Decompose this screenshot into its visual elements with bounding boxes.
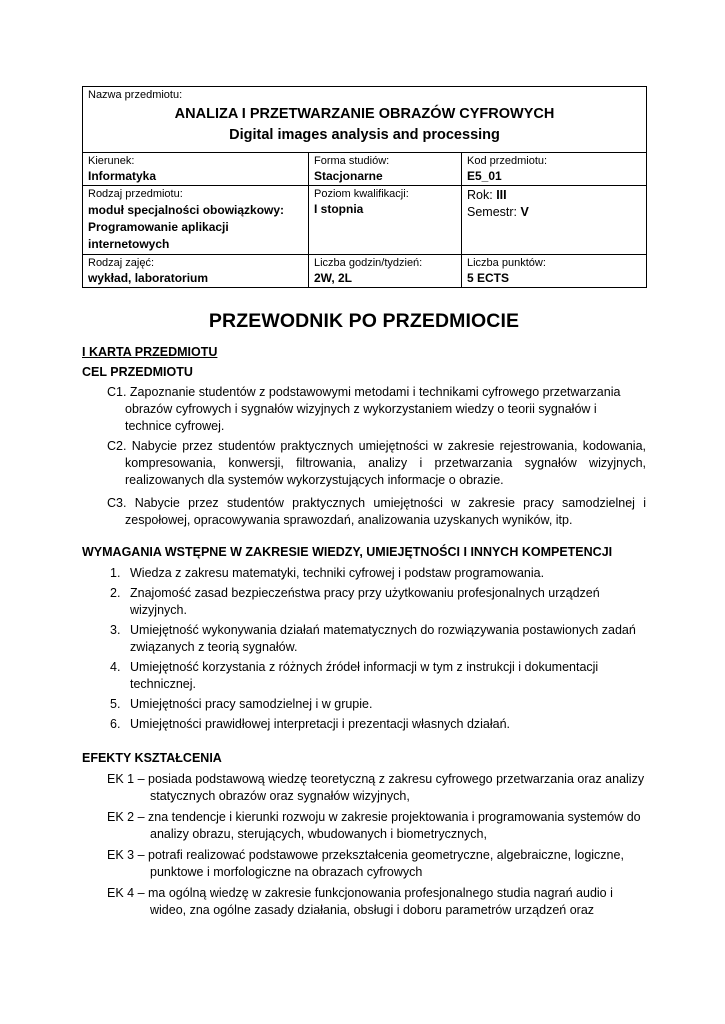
punkty-value: 5 ECTS — [467, 271, 510, 285]
efekt-item: EK 3 – potrafi realizować podstawowe przekształcenia geometryczne, algebraiczne, logiczne, punktowe i morfologiczne na obrazach cyfrowych — [107, 848, 624, 879]
rok-semestr-cell — [462, 186, 647, 255]
efekt-item: EK 1 – posiada podstawową wiedzę teoretyczną z zakresu cyfrowego przetwarzania oraz analizy statycznych obrazów oraz sygnałów wizyjnych, — [107, 772, 645, 803]
list-item-number: 4. — [110, 660, 121, 674]
section-karta-heading: I KARTA PRZEDMIOTU — [82, 345, 218, 359]
cel-item: C1. Zapoznanie studentów z podstawowymi metodami i technikami cyfrowego przetwarzania obrazów cyfrowych i sygnałów wizyjnych z wykorzystaniem wiedzy o teorii sygnałów i technice cyfrowej. — [107, 385, 621, 433]
list-item — [110, 585, 646, 619]
poziom-cell — [309, 186, 462, 255]
kierunek-cell — [83, 153, 309, 186]
wymagania-heading: WYMAGANIA WSTĘPNE W ZAKRESIE WIEDZY, UMIEJĘTNOŚCI I INNYCH KOMPETENCJI — [82, 545, 613, 559]
rok-value: III — [496, 188, 507, 202]
kierunek-value: Informatyka — [88, 169, 157, 183]
efekt-item: EK 4 – ma ogólną wiedzę w zakresie funkcjonowania profesjonalnego studia nagrań audio i wideo, zna ogólne zasady działania, obsługi i doboru parametrów urządzeń oraz — [107, 886, 613, 917]
list-item-number: 2. — [110, 586, 121, 600]
cel-item: C2. Nabycie przez studentów praktycznych umiejętności w zakresie rejestrowania, kodowania, kompresowania, konwersji, filtrowania, analizy i przetwarzania sygnałów wizyjnych, realizowanych dla systemów wykorzystujących informacje o obrazie. — [107, 439, 646, 487]
forma-label: Forma studiów: — [314, 155, 390, 167]
rodzaj-zajec-cell — [83, 255, 309, 288]
godziny-value: 2W, 2L — [314, 271, 353, 285]
kod-cell — [462, 153, 647, 186]
godziny-cell — [309, 255, 462, 288]
punkty-label: Liczba punktów: — [467, 257, 546, 269]
list-item-number: 5. — [110, 697, 121, 711]
efekt-item: EK 2 – zna tendencje i kierunki rozwoju w zakresie projektowania i programowania systemów do analizy obrazu, sterujących, wbudowanych i biometrycznych, — [107, 810, 641, 841]
semestr-label: Semestr: — [467, 205, 518, 219]
document-page — [82, 86, 646, 923]
list-item-number: 6. — [110, 717, 121, 731]
semestr-line — [467, 204, 641, 221]
rok-label: Rok: — [467, 188, 493, 202]
list-item — [110, 696, 646, 713]
list-item-number: 3. — [110, 623, 121, 637]
list-item-text: Umiejętność korzystania z różnych źródeł informacji w tym z instrukcji i dokumentacji technicznej. — [130, 660, 599, 691]
list-item-number: 1. — [110, 566, 121, 580]
subject-title-pl: ANALIZA I PRZETWARZANIE OBRAZÓW CYFROWYCH — [174, 106, 555, 122]
efekty-list — [82, 771, 646, 919]
rok-line — [467, 187, 641, 204]
subject-title-en: Digital images analysis and processing — [229, 127, 500, 143]
subject-info-table — [82, 86, 647, 288]
punkty-cell — [462, 255, 647, 288]
rodzaj-przedmiotu-label: Rodzaj przedmiotu: — [88, 188, 183, 200]
subject-name-cell — [83, 87, 647, 153]
efekty-heading: EFEKTY KSZTAŁCENIA — [82, 751, 222, 765]
list-item — [110, 659, 646, 693]
list-item-text: Znajomość zasad bezpieczeństwa pracy przy użytkowaniu profesjonalnych urządzeń wizyjnych. — [130, 586, 600, 617]
list-item — [110, 565, 646, 582]
cel-heading: CEL PRZEDMIOTU — [82, 365, 193, 379]
kod-value: E5_01 — [467, 169, 502, 183]
godziny-label: Liczba godzin/tydzień: — [314, 257, 423, 269]
cel-item: C3. Nabycie przez studentów praktycznych umiejętności w zakresie pracy samodzielnej i zespołowej, opracowywania sprawozdań, analizowania uzyskanych wyników, itp. — [107, 496, 646, 527]
list-item — [110, 622, 646, 656]
rodzaj-zajec-label: Rodzaj zajęć: — [88, 257, 155, 269]
rodzaj-przedmiotu-cell — [83, 186, 309, 255]
kierunek-label: Kierunek: — [88, 155, 135, 167]
forma-value: Stacjonarne — [314, 169, 383, 183]
list-item-text: Umiejętności pracy samodzielnej i w grupie. — [130, 697, 373, 711]
forma-cell — [309, 153, 462, 186]
main-heading: PRZEWODNIK PO PRZEDMIOCIE — [208, 310, 520, 332]
cel-list — [82, 384, 646, 529]
list-item-text: Umiejętności prawidłowej interpretacji i prezentacji własnych działań. — [130, 717, 511, 731]
list-item-text: Umiejętność wykonywania działań matematycznych do rozwiązywania postawionych zadań związanych z teorią sygnałów. — [130, 623, 636, 654]
list-item — [110, 716, 646, 733]
subject-name-label: Nazwa przedmiotu: — [88, 89, 183, 101]
list-item-text: Wiedza z zakresu matematyki, techniki cyfrowej i podstaw programowania. — [130, 566, 545, 580]
rodzaj-zajec-value: wykład, laboratorium — [88, 271, 209, 285]
poziom-label: Poziom kwalifikacji: — [314, 188, 409, 200]
kod-label: Kod przedmiotu: — [467, 155, 548, 167]
rodzaj-przedmiotu-value: moduł specjalności obowiązkowy: Programowanie aplikacji internetowych — [88, 203, 285, 251]
wymagania-list — [82, 565, 646, 733]
semestr-value: V — [520, 205, 529, 219]
poziom-value: I stopnia — [314, 202, 364, 216]
